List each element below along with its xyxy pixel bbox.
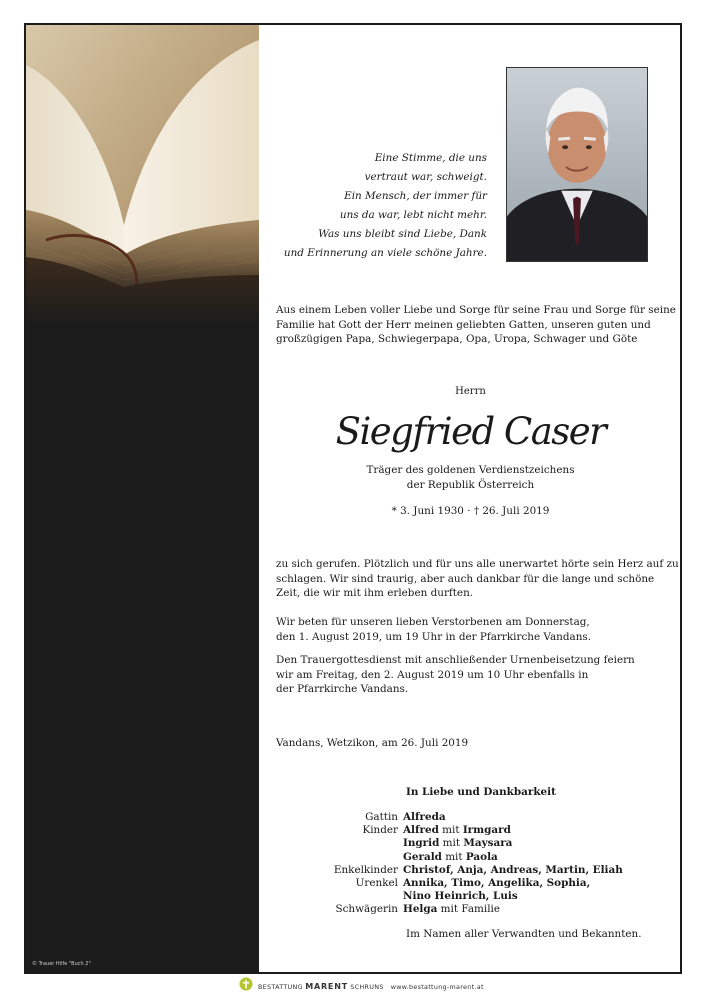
mourner-role: Kinder [362,824,398,837]
mourner-names [403,877,623,890]
mourner-row [276,903,623,916]
mourner-name-part: mit [438,824,463,837]
mourner-name-part: Alfred [403,824,439,837]
footer-town: SCHRUNS [350,983,384,991]
mourner-name-part: mit Familie [437,903,501,916]
open-book-image [26,25,259,325]
mourner-names [403,824,623,837]
mourner-role [276,890,403,903]
portrait-photo [506,67,648,262]
quote-line: Was uns bleibt sind Liebe, Dank [318,228,487,240]
parte-frame [24,23,682,974]
life-dates: * 3. Juni 1930 · † 26. Juli 2019 [391,505,550,517]
mourner-role [276,851,403,864]
footer-url[interactable]: www.bestattung-marent.at [390,983,484,991]
mourner-name-part: mit [439,837,464,850]
award-text [259,463,682,493]
mourner-name-part: Ingrid [403,837,440,850]
footer-brand: MARENT [305,982,348,991]
mourner-name-part: Helga [403,903,438,916]
quote-line: Ein Mensch, der immer für [344,190,487,202]
mourner-role [276,837,403,850]
mourner-row [276,837,623,850]
place-and-date: Vandans, Wetzikon, am 26. Juli 2019 [276,737,469,749]
funeral-paragraph [276,653,681,697]
mourner-name-part: Maysara [463,837,513,850]
mourner-names [403,864,623,877]
mourner-role: Schwägerin [335,903,398,916]
mourner-role: Gattin [365,811,398,823]
mourner-name-part: Nino Heinrich, Luis [403,890,518,903]
mourner-row [276,864,623,877]
funeral-home-logo-icon [239,977,253,991]
mourner-name-part: Christof, Anja, Andreas, Martin, Eliah [403,863,623,876]
prayer-paragraph [276,615,681,644]
mourners-heading: In Liebe und Dankbarkeit [406,786,556,798]
intro-paragraph: Aus einem Leben voller Liebe und Sorge für seine Frau und Sorge für seine Familie hat Gott der Herr meinen geliebten Gatten, unseren guten und großzügigen Papa, Schwiegerpapa, Opa, Uropa, Schwager und Göte [276,304,676,345]
mourner-name-part: Paola [465,850,498,863]
quote-line: uns da war, lebt nicht mehr. [339,209,487,221]
closing-line: Im Namen aller Verwandten und Bekannten. [406,928,642,940]
mourner-name-part: mit [441,850,466,863]
mourner-row [276,811,623,824]
memorial-quote [271,149,487,263]
quote-line: vertraut war, schweigt. [364,171,487,183]
portrait-illustration [507,68,647,261]
award-line: der Republik Österreich [406,479,535,491]
quote-line: Eine Stimme, die uns [374,152,487,164]
funeral-line: wir am Freitag, den 2. August 2019 um 10 Uhr ebenfalls in [276,668,589,681]
deceased-name: Siegfried Caser [335,410,606,453]
footer-text [258,982,484,991]
mourner-names [403,851,623,864]
mourner-names [403,890,623,903]
mourner-role: Enkelkinder [333,863,398,876]
mourner-name-part: Alfreda [403,811,446,823]
mourner-names [403,903,623,916]
death-paragraph: zu sich gerufen. Plötzlich und für uns alle unerwartet hörte sein Herz auf zu schlagen. Wir sind traurig, aber auch dankbar für die lange und schöne Zeit, die wir mit ihm erleben durften. [276,558,679,599]
mourner-row [276,877,623,890]
quote-line: und Erinnerung an viele schöne Jahre. [283,247,487,259]
mourner-role: Urenkel [355,877,398,890]
award-line: Träger des goldenen Verdienstzeichens [366,464,575,476]
funeral-line: der Pfarrkirche Vandans. [276,683,409,695]
prayer-line: den 1. August 2019, um 19 Uhr in der Pfarrkirche Vandans. [276,630,592,643]
mourner-row [276,890,623,903]
mourner-row [276,824,623,837]
mourner-name-part: Gerald [403,850,442,863]
mourner-name-part: Irmgard [462,824,511,837]
mourner-names [403,811,623,824]
left-decor-panel [26,25,259,972]
funeral-line: Den Trauergottesdienst mit anschließender Urnenbeisetzung feiern [276,654,635,666]
image-credit: © Trauer Hilfe "Buch 2" [32,961,91,967]
prayer-line: Wir beten für unseren lieben Verstorbenen am Donnerstag, [276,616,590,628]
salutation: Herrn [455,386,486,397]
mourner-names [403,837,623,850]
mourner-name-part: Annika, Timo, Angelika, Sophia, [403,877,591,890]
footer-prefix: BESTATTUNG [258,983,303,991]
mourners-list [276,811,623,917]
funeral-home-footer [0,975,707,997]
mourner-row [276,851,623,864]
